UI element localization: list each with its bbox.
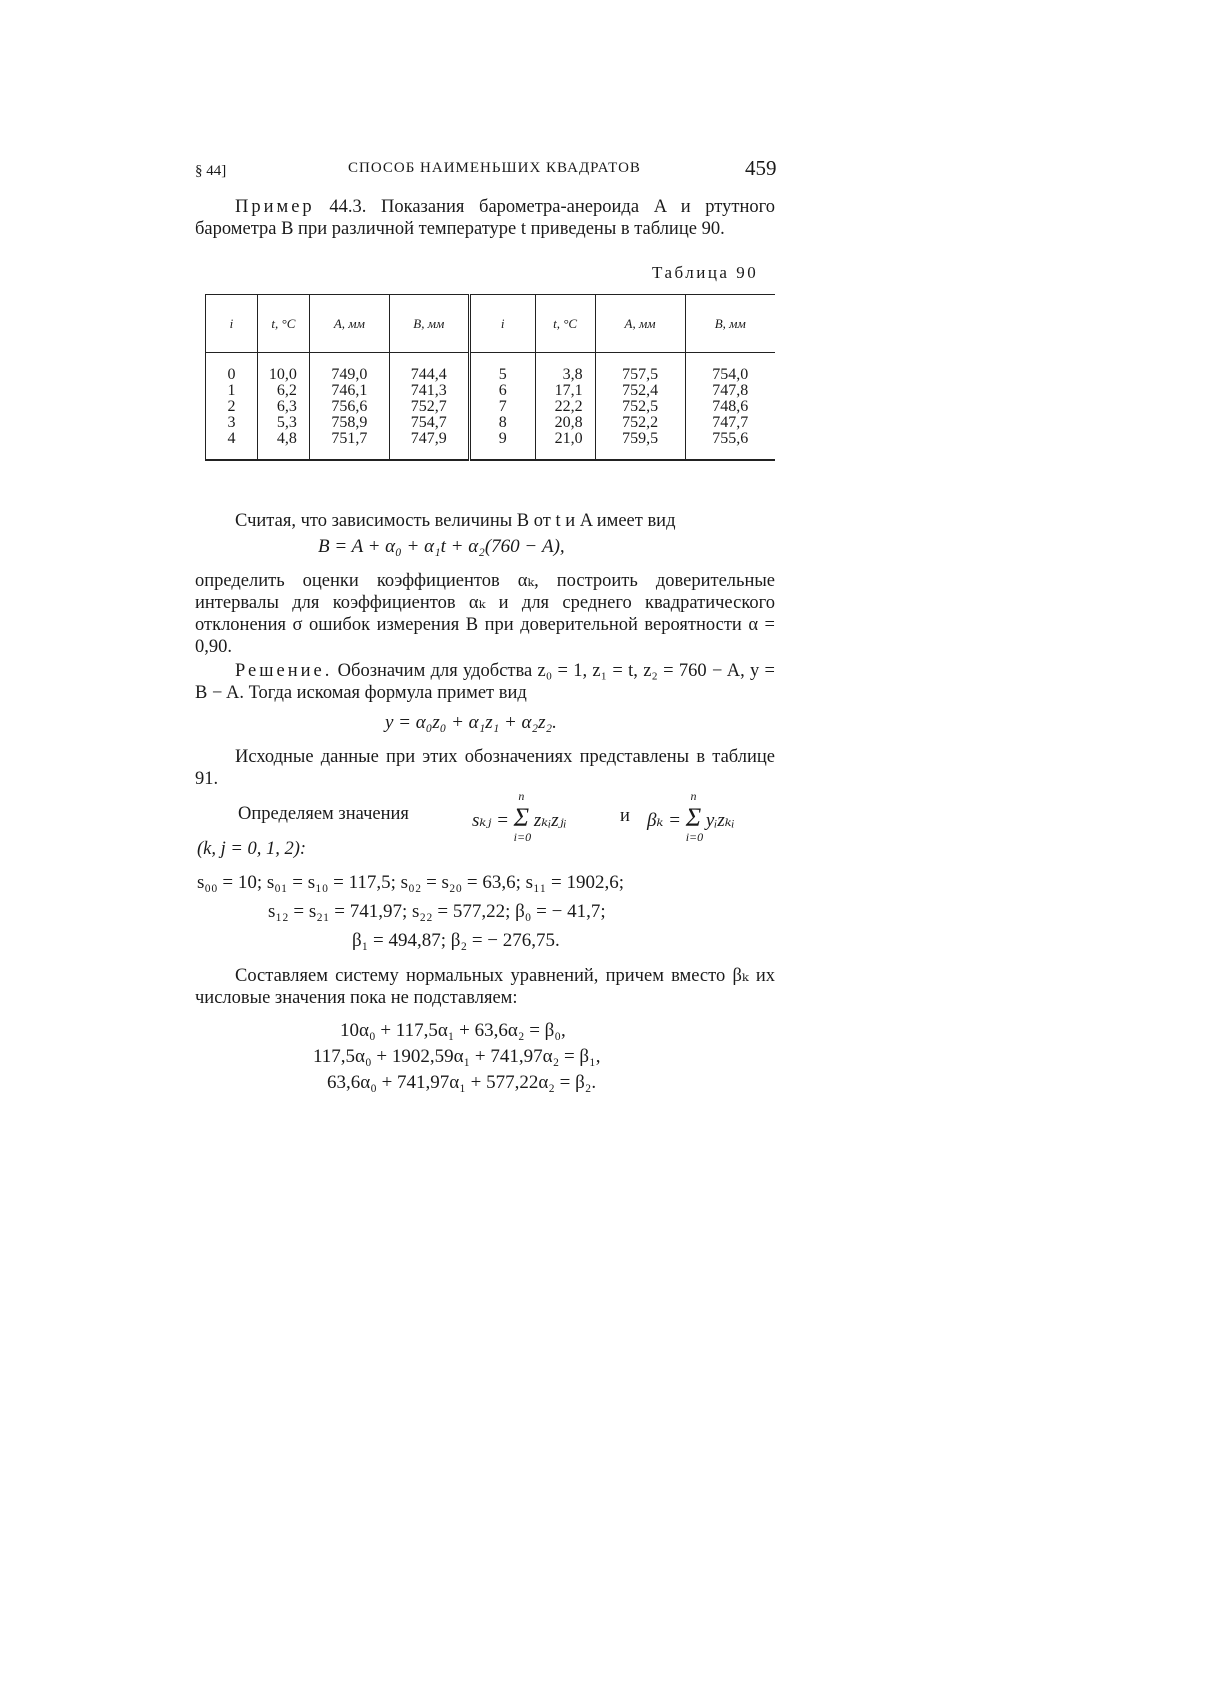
solution-paragraph — [195, 660, 775, 704]
sum-lower: i=0 — [513, 830, 532, 844]
header-t: t, °C — [535, 295, 595, 353]
sum-lower: i=0 — [685, 830, 704, 844]
values-line-3: β₁ = 494,87; β₂ = − 276,75. — [352, 930, 560, 951]
section-reference: § 44] — [195, 163, 227, 179]
header-a: A, мм — [595, 295, 685, 353]
normal-equation-2: 117,5α₀ + 1902,59α₁ + 741,97α₂ = β₁, — [313, 1046, 601, 1067]
formula-s-kj — [472, 789, 567, 844]
cell-i-right: 5 6 7 8 9 — [469, 353, 535, 461]
cell-a-right: 757,5 752,4 752,5 752,2 759,5 — [595, 353, 685, 461]
b-lhs: βₖ = — [647, 810, 681, 831]
header-a: A, мм — [309, 295, 389, 353]
sum-upper: n — [690, 789, 697, 803]
example-label: Пример — [235, 197, 315, 217]
running-head: СПОСОБ НАИМЕНЬШИХ КВАДРАТОВ — [348, 160, 641, 176]
index-range: (k, j = 0, 1, 2): — [197, 839, 307, 859]
table-body-row — [206, 353, 776, 461]
normal-equation-1: 10α₀ + 117,5α₁ + 63,6α₂ = β₀, — [340, 1020, 566, 1041]
sum-symbol: Σ — [685, 803, 702, 832]
values-line-1: s₀₀ = 10; s₀₁ = s₁₀ = 117,5; s₀₂ = s₂₀ = 63,6; s₁₁ = 1902,6; — [197, 872, 625, 893]
example-text: 44.3. Показания барометра-анероида A и ртутного барометра B при различной температуре t приведены в таблице 90. — [195, 197, 775, 239]
solution-label: Решение. — [235, 661, 333, 681]
cell-t-left: 10,0 6,2 6,3 5,3 4,8 — [257, 353, 309, 461]
cell-i-left: 0 1 2 3 4 — [206, 353, 258, 461]
cell-b-left: 744,4 741,3 752,7 754,7 747,9 — [389, 353, 469, 461]
s-term: zₖᵢzⱼᵢ — [533, 810, 567, 831]
solution-text: Обозначим для удобства z₀ = 1, z₁ = t, z₂ = 760 − A, y = B − A. Тогда искомая формула примет вид — [195, 661, 775, 703]
sum-sign-b — [685, 789, 704, 844]
paragraph-source-data: Исходные данные при этих обозначениях представлены в таблице 91. — [195, 747, 775, 789]
page-number: 459 — [745, 156, 777, 180]
header-b: B, мм — [389, 295, 469, 353]
cell-t-right: 3,8 17,1 22,2 20,8 21,0 — [535, 353, 595, 461]
cell-a-left: 749,0 746,1 756,6 758,9 751,7 — [309, 353, 389, 461]
header-b: B, мм — [685, 295, 775, 353]
formula-y: y = α₀z₀ + α₁z₁ + α₂z₂. — [385, 712, 557, 733]
header-t: t, °C — [257, 295, 309, 353]
sum-upper: n — [518, 789, 525, 803]
paragraph-system: Составляем систему нормальных уравнений, причем вместо βₖ их числовые значения пока не подставляем: — [195, 966, 775, 1008]
table-90 — [205, 294, 775, 461]
values-line-2: s₁₂ = s₂₁ = 741,97; s₂₂ = 577,22; β₀ = − 41,7; — [268, 901, 606, 922]
table-caption: Таблица 90 — [652, 263, 759, 282]
table-header-row — [206, 295, 776, 353]
header-i: i — [206, 295, 258, 353]
formula-b: B = A + α₀ + α₁t + α₂(760 − A), — [318, 536, 565, 557]
sum-sign-s — [513, 789, 532, 844]
cell-b-right: 754,0 747,8 748,6 747,7 755,6 — [685, 353, 775, 461]
s-lhs: sₖⱼ = — [472, 810, 509, 831]
formula-beta-k — [647, 789, 735, 844]
example-paragraph — [195, 196, 775, 240]
sum-symbol: Σ — [513, 803, 530, 832]
b-term: yᵢzₖᵢ — [705, 810, 735, 831]
determine-lead: Определяем значения — [238, 804, 409, 824]
paragraph-dependence: Считая, что зависимость величины B от t и A имеет вид — [235, 511, 676, 531]
header-i: i — [469, 295, 535, 353]
normal-equation-3: 63,6α₀ + 741,97α₁ + 577,22α₂ = β₂. — [327, 1072, 597, 1093]
and-word: и — [620, 806, 630, 826]
paragraph-task: определить оценки коэффициентов αₖ, построить доверительные интервалы для коэффициентов αₖ и для среднего квадратического отклонения σ ошибок измерения B при доверительной вероятности α = 0,90. — [195, 571, 775, 657]
